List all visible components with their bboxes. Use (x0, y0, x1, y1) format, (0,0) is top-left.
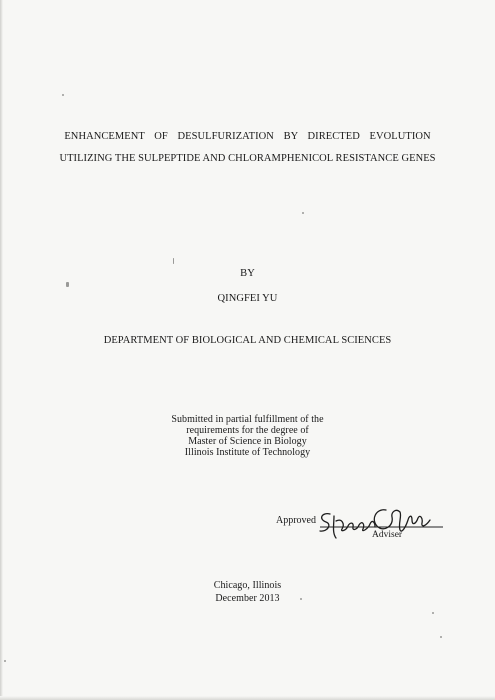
thesis-title-line-1: ENHANCEMENT OF DESULFURIZATION BY DIRECTED EVOLUTION (64, 131, 431, 142)
scan-speck (440, 636, 442, 638)
scan-speck (432, 612, 434, 614)
scan-speck (173, 258, 174, 264)
thesis-title-line-2: UTILIZING THE SULPEPTIDE AND CHLORAMPHENICOL RESISTANCE GENES (59, 153, 436, 164)
scan-speck (66, 282, 69, 287)
scan-edge-bottom (0, 696, 495, 700)
submission-line-3: Master of Science in Biology (188, 436, 307, 447)
scan-speck (62, 94, 64, 96)
submission-date: December 2013 (215, 593, 280, 604)
adviser-label: Adviser (372, 530, 403, 540)
approved-label: Approved (276, 515, 316, 526)
submission-line-1: Submitted in partial fulfillment of the (171, 414, 324, 425)
submission-line-2: requirements for the degree of (186, 425, 309, 436)
scan-speck (4, 660, 6, 662)
location: Chicago, Illinois (213, 580, 282, 591)
scan-speck (302, 212, 304, 214)
submission-line-4: Illinois Institute of Technology (184, 447, 311, 458)
department-name: DEPARTMENT OF BIOLOGICAL AND CHEMICAL SCIENCES (103, 335, 392, 346)
by-label: BY (240, 268, 255, 279)
author-name: QINGFEI YU (217, 293, 278, 304)
